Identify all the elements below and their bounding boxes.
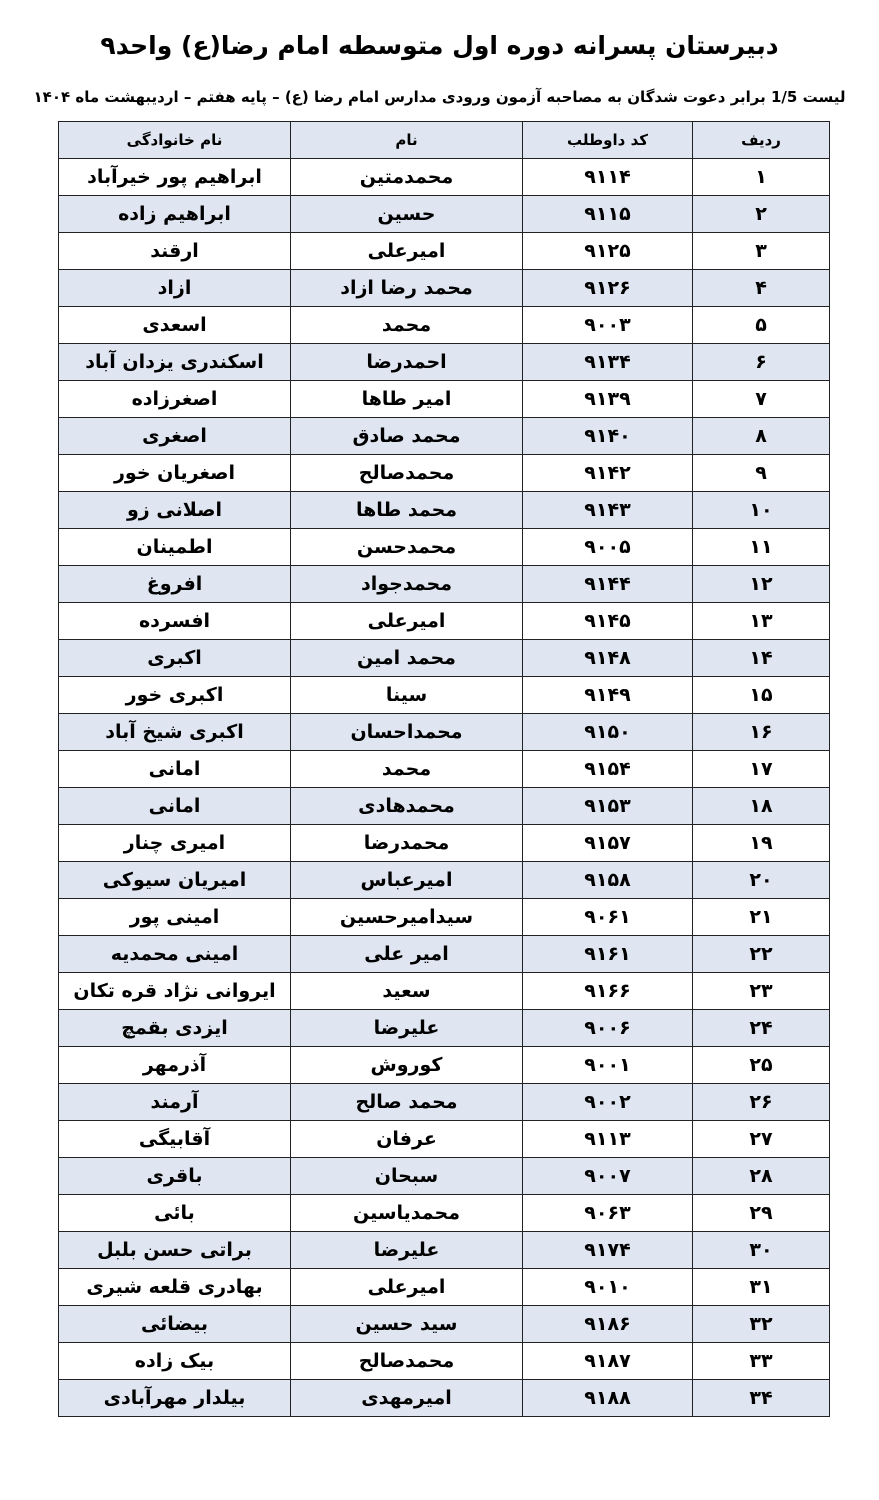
first-name-cell: امیرعلی [291, 1269, 523, 1306]
candidate-code-cell: ۹۱۸۸ [523, 1380, 693, 1417]
family-name-cell: بهادری قلعه شیری [59, 1269, 291, 1306]
row-number-cell: ۳۱ [693, 1269, 830, 1306]
candidate-code-cell: ۹۰۰۳ [523, 307, 693, 344]
candidate-code-cell: ۹۰۰۲ [523, 1084, 693, 1121]
family-name-cell: بیلدار مهرآبادی [59, 1380, 291, 1417]
family-name-cell: بیک زاده [59, 1343, 291, 1380]
family-name-cell: افروغ [59, 566, 291, 603]
family-name-cell: اطمینان [59, 529, 291, 566]
first-name-cell: امیر طاها [291, 381, 523, 418]
first-name-cell: محمدرضا [291, 825, 523, 862]
candidate-code-cell: ۹۰۰۵ [523, 529, 693, 566]
first-name-cell: محمدهادی [291, 788, 523, 825]
candidate-code-cell: ۹۱۱۳ [523, 1121, 693, 1158]
row-number-cell: ۲۶ [693, 1084, 830, 1121]
row-number-cell: ۲۹ [693, 1195, 830, 1232]
row-number-cell: ۵ [693, 307, 830, 344]
family-name-cell: باقری [59, 1158, 291, 1195]
candidate-code-cell: ۹۱۵۷ [523, 825, 693, 862]
row-number-cell: ۱۳ [693, 603, 830, 640]
row-number-cell: ۲۱ [693, 899, 830, 936]
first-name-cell: محمد صالح [291, 1084, 523, 1121]
candidates-table-container [58, 121, 829, 1417]
first-name-cell: علیرضا [291, 1232, 523, 1269]
table-row [59, 677, 830, 714]
table-row [59, 1380, 830, 1417]
table-body [59, 159, 830, 1417]
table-row [59, 788, 830, 825]
row-number-cell: ۲۳ [693, 973, 830, 1010]
family-name-cell: ایزدی بقمچ [59, 1010, 291, 1047]
candidate-code-cell: ۹۱۴۹ [523, 677, 693, 714]
first-name-cell: سینا [291, 677, 523, 714]
row-number-cell: ۱ [693, 159, 830, 196]
candidate-code-cell: ۹۱۸۷ [523, 1343, 693, 1380]
table-row [59, 899, 830, 936]
table-row [59, 1158, 830, 1195]
candidate-code-cell: ۹۱۴۸ [523, 640, 693, 677]
row-number-cell: ۳۴ [693, 1380, 830, 1417]
table-row [59, 270, 830, 307]
table-row [59, 159, 830, 196]
candidate-code-cell: ۹۱۸۶ [523, 1306, 693, 1343]
table-row [59, 307, 830, 344]
family-name-cell: اسعدی [59, 307, 291, 344]
first-name-cell: احمدرضا [291, 344, 523, 381]
candidate-code-cell: ۹۱۱۴ [523, 159, 693, 196]
row-number-cell: ۱۸ [693, 788, 830, 825]
candidate-code-cell: ۹۱۱۵ [523, 196, 693, 233]
candidate-code-cell: ۹۱۴۰ [523, 418, 693, 455]
candidate-code-cell: ۹۰۰۶ [523, 1010, 693, 1047]
family-name-cell: بائی [59, 1195, 291, 1232]
table-header-row [59, 122, 830, 159]
family-name-cell: اکبری شیخ آباد [59, 714, 291, 751]
family-name-cell: ایروانی نژاد قره تکان [59, 973, 291, 1010]
family-name-cell: امینی محمدیه [59, 936, 291, 973]
table-row [59, 1306, 830, 1343]
table-row [59, 936, 830, 973]
first-name-cell: کوروش [291, 1047, 523, 1084]
family-name-cell: ابراهیم زاده [59, 196, 291, 233]
first-name-cell: محمدیاسین [291, 1195, 523, 1232]
candidate-code-cell: ۹۱۶۱ [523, 936, 693, 973]
row-number-cell: ۱۱ [693, 529, 830, 566]
row-number-cell: ۱۹ [693, 825, 830, 862]
row-number-cell: ۴ [693, 270, 830, 307]
candidate-code-cell: ۹۱۳۹ [523, 381, 693, 418]
candidate-code-cell: ۹۰۶۱ [523, 899, 693, 936]
column-header-first-name: نام [291, 122, 523, 159]
table-row [59, 1010, 830, 1047]
row-number-cell: ۳۰ [693, 1232, 830, 1269]
row-number-cell: ۲ [693, 196, 830, 233]
row-number-cell: ۱۲ [693, 566, 830, 603]
first-name-cell: محمدجواد [291, 566, 523, 603]
family-name-cell: آرمند [59, 1084, 291, 1121]
table-row [59, 492, 830, 529]
candidate-code-cell: ۹۱۵۰ [523, 714, 693, 751]
first-name-cell: سیدامیرحسین [291, 899, 523, 936]
family-name-cell: افسرده [59, 603, 291, 640]
family-name-cell: ارقند [59, 233, 291, 270]
candidate-code-cell: ۹۱۴۳ [523, 492, 693, 529]
column-header-candidate-code: کد داوطلب [523, 122, 693, 159]
table-row [59, 751, 830, 788]
first-name-cell: امیرعباس [291, 862, 523, 899]
table-row [59, 1084, 830, 1121]
candidate-code-cell: ۹۰۰۱ [523, 1047, 693, 1084]
family-name-cell: اسکندری یزدان آباد [59, 344, 291, 381]
table-row [59, 1047, 830, 1084]
first-name-cell: امیرعلی [291, 233, 523, 270]
table-row [59, 196, 830, 233]
candidate-code-cell: ۹۱۴۲ [523, 455, 693, 492]
family-name-cell: امانی [59, 751, 291, 788]
candidate-code-cell: ۹۱۲۶ [523, 270, 693, 307]
table-row [59, 973, 830, 1010]
family-name-cell: اصغری [59, 418, 291, 455]
page-subtitle: لیست 1/5 برابر دعوت شدگان به مصاحبه آزمون ورودی مدارس امام رضا (ع) – پایه هفتم – اردیبهشت ماه ۱۴۰۴ [33, 88, 846, 106]
row-number-cell: ۱۰ [693, 492, 830, 529]
first-name-cell: سید حسین [291, 1306, 523, 1343]
first-name-cell: حسین [291, 196, 523, 233]
family-name-cell: امیریان سیوکی [59, 862, 291, 899]
row-number-cell: ۶ [693, 344, 830, 381]
family-name-cell: اکبری [59, 640, 291, 677]
family-name-cell: آذرمهر [59, 1047, 291, 1084]
first-name-cell: محمداحسان [291, 714, 523, 751]
candidates-table [58, 121, 830, 1417]
first-name-cell: امیر علی [291, 936, 523, 973]
family-name-cell: بیضائی [59, 1306, 291, 1343]
first-name-cell: سبحان [291, 1158, 523, 1195]
first-name-cell: محمد [291, 307, 523, 344]
table-row [59, 566, 830, 603]
first-name-cell: علیرضا [291, 1010, 523, 1047]
candidate-code-cell: ۹۱۶۶ [523, 973, 693, 1010]
table-row [59, 381, 830, 418]
family-name-cell: آقابیگی [59, 1121, 291, 1158]
row-number-cell: ۲۸ [693, 1158, 830, 1195]
first-name-cell: محمد امین [291, 640, 523, 677]
table-row [59, 862, 830, 899]
table-row [59, 1195, 830, 1232]
row-number-cell: ۲۵ [693, 1047, 830, 1084]
table-row [59, 1232, 830, 1269]
table-row [59, 529, 830, 566]
first-name-cell: محمدحسن [291, 529, 523, 566]
table-row [59, 1343, 830, 1380]
candidate-code-cell: ۹۱۵۳ [523, 788, 693, 825]
first-name-cell: محمد صادق [291, 418, 523, 455]
row-number-cell: ۷ [693, 381, 830, 418]
row-number-cell: ۳۳ [693, 1343, 830, 1380]
first-name-cell: امیرعلی [291, 603, 523, 640]
family-name-cell: امیری چنار [59, 825, 291, 862]
row-number-cell: ۲۷ [693, 1121, 830, 1158]
candidate-code-cell: ۹۱۵۸ [523, 862, 693, 899]
family-name-cell: اکبری خور [59, 677, 291, 714]
row-number-cell: ۹ [693, 455, 830, 492]
row-number-cell: ۲۲ [693, 936, 830, 973]
row-number-cell: ۱۴ [693, 640, 830, 677]
candidate-code-cell: ۹۰۱۰ [523, 1269, 693, 1306]
family-name-cell: اصغریان خور [59, 455, 291, 492]
first-name-cell: سعید [291, 973, 523, 1010]
first-name-cell: عرفان [291, 1121, 523, 1158]
candidate-code-cell: ۹۱۷۴ [523, 1232, 693, 1269]
candidate-code-cell: ۹۱۲۵ [523, 233, 693, 270]
family-name-cell: ابراهیم پور خیرآباد [59, 159, 291, 196]
table-row [59, 418, 830, 455]
row-number-cell: ۳ [693, 233, 830, 270]
row-number-cell: ۸ [693, 418, 830, 455]
row-number-cell: ۲۰ [693, 862, 830, 899]
candidate-code-cell: ۹۱۵۴ [523, 751, 693, 788]
first-name-cell: محمد [291, 751, 523, 788]
table-row [59, 640, 830, 677]
column-header-family-name: نام خانوادگی [59, 122, 291, 159]
family-name-cell: اصغرزاده [59, 381, 291, 418]
page-title: دبیرستان پسرانه دوره اول متوسطه امام رضا(ع) واحد۹ [100, 31, 779, 60]
family-name-cell: امینی پور [59, 899, 291, 936]
first-name-cell: محمد رضا ازاد [291, 270, 523, 307]
first-name-cell: محمدصالح [291, 455, 523, 492]
table-row [59, 825, 830, 862]
family-name-cell: اصلانی زو [59, 492, 291, 529]
row-number-cell: ۱۷ [693, 751, 830, 788]
table-row [59, 714, 830, 751]
candidate-code-cell: ۹۰۶۳ [523, 1195, 693, 1232]
table-row [59, 455, 830, 492]
family-name-cell: ازاد [59, 270, 291, 307]
first-name-cell: محمدصالح [291, 1343, 523, 1380]
column-header-row-number: ردیف [693, 122, 830, 159]
first-name-cell: امیرمهدی [291, 1380, 523, 1417]
row-number-cell: ۱۵ [693, 677, 830, 714]
candidate-code-cell: ۹۱۴۵ [523, 603, 693, 640]
candidate-code-cell: ۹۱۳۴ [523, 344, 693, 381]
row-number-cell: ۱۶ [693, 714, 830, 751]
first-name-cell: محمد طاها [291, 492, 523, 529]
first-name-cell: محمدمتین [291, 159, 523, 196]
family-name-cell: براتی حسن بلبل [59, 1232, 291, 1269]
table-row [59, 1269, 830, 1306]
table-row [59, 603, 830, 640]
table-row [59, 233, 830, 270]
candidate-code-cell: ۹۰۰۷ [523, 1158, 693, 1195]
table-row [59, 344, 830, 381]
table-row [59, 1121, 830, 1158]
row-number-cell: ۲۴ [693, 1010, 830, 1047]
row-number-cell: ۳۲ [693, 1306, 830, 1343]
family-name-cell: امانی [59, 788, 291, 825]
candidate-code-cell: ۹۱۴۴ [523, 566, 693, 603]
